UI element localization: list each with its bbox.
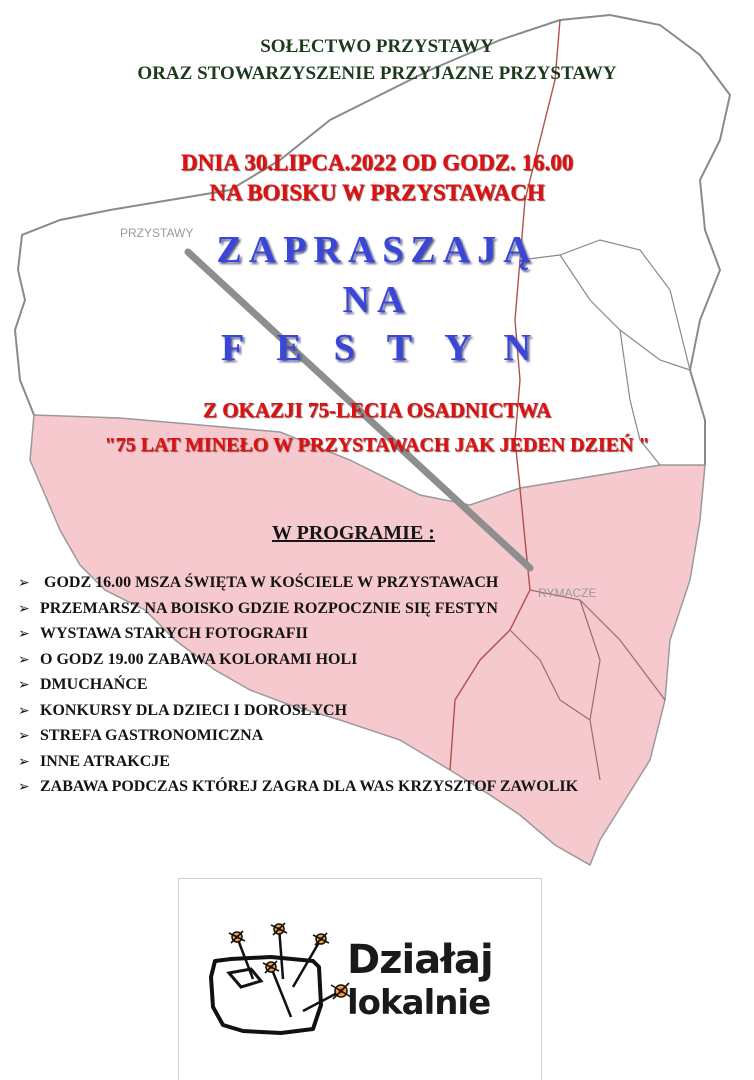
program-item: ➢ DMUCHAŃCE <box>18 672 578 698</box>
bullet-arrow-icon: ➢ <box>18 702 30 719</box>
program-list <box>18 570 578 800</box>
logo-text-dzialaj: Działaj <box>347 937 493 983</box>
event-place: NA BOISKU W PRZYSTAWACH <box>209 180 545 205</box>
event-date: DNIA 30.LIPCA.2022 OD GODZ. 16.00 <box>180 150 574 175</box>
occasion-line-1: Z OKAZJI 75-LECIA OSADNICTWA <box>202 398 552 422</box>
program-item: ➢ KONKURSY DLA DZIECI I DOROSŁYCH <box>18 698 578 724</box>
program-item: ➢ GODZ 16.00 MSZA ŚWIĘTA W KOŚCIELE W PRZYSTAWACH <box>18 570 578 596</box>
bullet-arrow-icon: ➢ <box>18 575 30 591</box>
occasion-line-2: "75 LAT MINEŁO W PRZYSTAWACH JAK JEDEN DZIEŃ " <box>104 434 650 456</box>
program-title: W PROGRAMIE : <box>272 522 435 544</box>
program-item: ➢ INNE ATRAKCJE <box>18 749 578 775</box>
logo-text-lokalnie: lokalnie <box>347 983 491 1023</box>
invitation-word-1: ZAPRASZAJĄ <box>216 229 538 271</box>
program-item: ➢ ZABAWA PODCZAS KTÓREJ ZAGRA DLA WAS KRZYSZTOF ZAWOLIK <box>18 774 578 800</box>
bullet-arrow-icon: ➢ <box>18 677 30 693</box>
bullet-arrow-icon: ➢ <box>18 753 30 770</box>
invitation-word-3: FESTYN <box>221 327 563 369</box>
map-label-przystawy: PRZYSTAWY <box>120 226 194 240</box>
program-item: ➢ STREFA GASTRONOMICZNA <box>18 723 578 749</box>
program-item: ➢ O GODZ 19.00 ZABAWA KOLORAMI HOLI <box>18 647 578 673</box>
map-label-rymacze: RYMACZE <box>538 586 597 600</box>
bullet-arrow-icon: ➢ <box>18 600 30 617</box>
organizer-line-1: SOŁECTWO PRZYSTAWY <box>260 36 494 57</box>
bullet-arrow-icon: ➢ <box>18 779 30 795</box>
bullet-arrow-icon: ➢ <box>18 651 30 668</box>
program-item: ➢ WYSTAWA STARYCH FOTOGRAFII <box>18 621 578 647</box>
organizer-line-2: ORAZ STOWARZYSZENIE PRZYJAZNE PRZYSTAWY <box>137 63 617 84</box>
flower-basket-icon <box>201 921 361 1041</box>
bullet-arrow-icon: ➢ <box>18 728 30 744</box>
dzialaj-lokalnie-logo-box <box>178 878 542 1080</box>
invitation-word-2: NA <box>342 279 412 321</box>
program-item: ➢ PRZEMARSZ NA BOISKO GDZIE ROZPOCZNIE SIĘ FESTYN <box>18 596 578 622</box>
bullet-arrow-icon: ➢ <box>18 626 30 642</box>
